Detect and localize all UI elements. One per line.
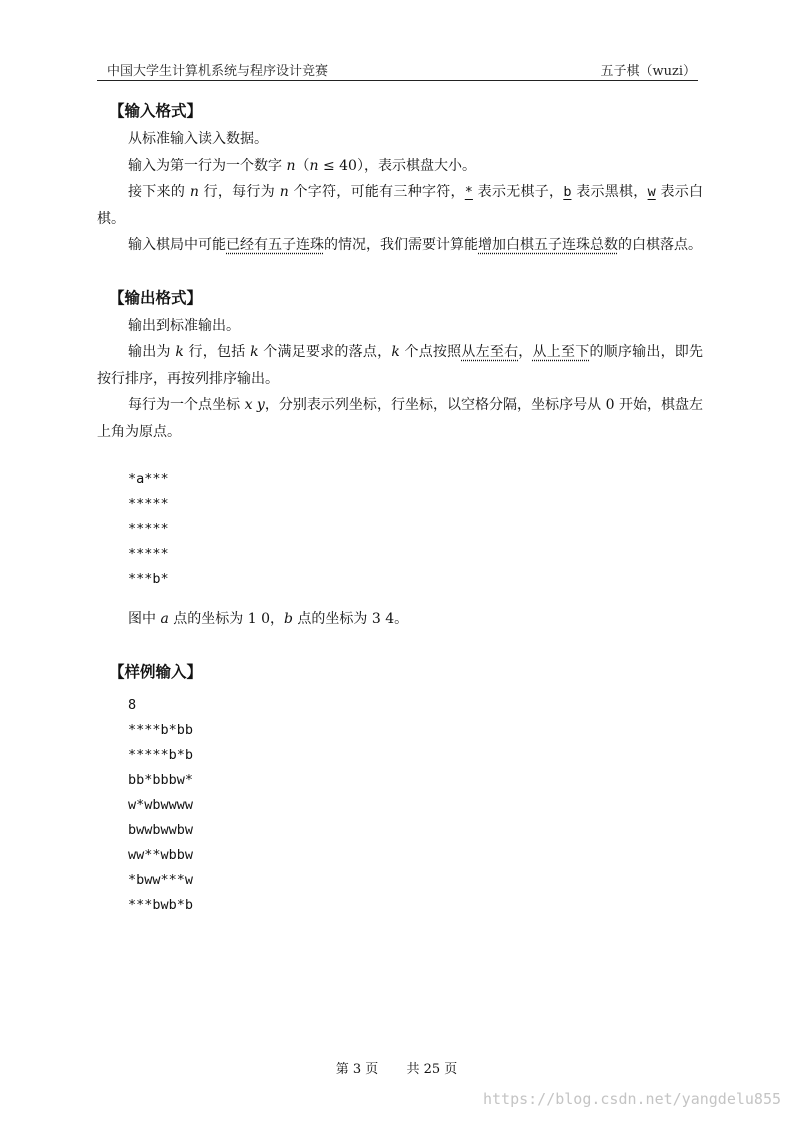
header-problem-name: 五子棋（wuzi） (600, 64, 696, 79)
input-p3-text-b: 行，每行为 (198, 184, 280, 200)
board-row: ***b* (128, 571, 169, 587)
output-p2-text-e: ， (518, 344, 533, 360)
output-p2-text-c: 个满足要求的落点， (258, 344, 392, 360)
input-p4-text-b: 的情况，我们需要计算能 (324, 237, 478, 253)
emphasis-text: 从左至右 (461, 344, 519, 360)
input-p3-text-e: 表示黑棋， (571, 184, 648, 200)
output-p2-text-d: 个点按照 (399, 344, 462, 360)
char-star: * (464, 184, 473, 200)
output-p2-text-f: 的顺序输出，即先按行排序，再按列排序输出。 (97, 344, 704, 387)
output-format-title: 【输出格式】 (109, 288, 203, 307)
sample-line: *****b*b (128, 746, 194, 763)
input-paragraph-4 (97, 232, 703, 259)
input-paragraph-2 (97, 153, 703, 180)
emphasis-text: 已经有五子连珠 (226, 237, 324, 253)
note-text-c: 点的坐标为 3 4。 (292, 611, 409, 627)
input-p2-text-c: ≤ 40），表示棋盘大小。 (318, 157, 476, 174)
output-p3-text-b: ，分别表示列坐标，行坐标，以空格分隔，坐标序号从 0 开始，棋盘左上角为原点。 (97, 397, 704, 440)
board-row: *a*** (128, 471, 169, 487)
var-n: n (279, 184, 289, 200)
input-p3-text-a: 接下来的 (128, 184, 190, 200)
input-p1-text: 从标准输入读入数据。 (128, 131, 268, 147)
total-pages: 共 25 页 (406, 1062, 458, 1077)
output-paragraph-2 (97, 339, 703, 392)
var-a: a (160, 611, 169, 627)
page-footer (0, 1058, 793, 1077)
var-n: n (309, 157, 319, 174)
example-note (97, 606, 703, 633)
sample-line: ww**wbbw (128, 846, 194, 863)
input-paragraph-3 (97, 179, 703, 232)
output-p1-text: 输出到标准输出。 (128, 317, 240, 334)
board-row: ***** (128, 496, 169, 512)
input-format-title: 【输入格式】 (109, 102, 203, 120)
board-row: ***** (128, 546, 169, 562)
emphasis-text: 增加白棋五子连珠总数 (478, 237, 618, 253)
var-n: n (189, 184, 199, 200)
char-b: b (563, 184, 572, 200)
header-contest-name: 中国大学生计算机系统与程序设计竞赛 (107, 64, 329, 79)
var-n: n (286, 157, 296, 174)
output-paragraph-1 (97, 313, 703, 340)
input-p2-text-b: （ (295, 157, 310, 174)
page-number: 第 3 页 (335, 1062, 379, 1077)
var-xy: x y (244, 397, 265, 413)
output-p2-text-a: 输出为 (128, 344, 176, 360)
var-k: k (391, 344, 400, 360)
sample-line: bb*bbbw* (128, 771, 194, 788)
output-paragraph-3 (97, 392, 703, 445)
input-paragraph-1 (97, 126, 703, 153)
input-p3-text-f: 表示白棋。 (97, 184, 704, 227)
output-p3-text-a: 每行为一个点坐标 (128, 397, 245, 413)
sample-input-block (128, 693, 703, 918)
input-p2-text-a: 输入为第一行为一个数字 (128, 157, 287, 174)
emphasis-text: 从上至下 (532, 344, 590, 360)
char-w: w (647, 184, 656, 200)
sample-input-title: 【样例输入】 (109, 662, 203, 681)
input-p3-text-c: 个字符，可能有三种字符， (288, 184, 465, 200)
board-row: ***** (128, 521, 169, 537)
input-p4-text-a: 输入棋局中可能 (128, 237, 226, 253)
var-k: k (250, 344, 259, 360)
watermark-url: https://blog.csdn.net/yangdelu855 (482, 1090, 781, 1108)
example-board (128, 467, 703, 592)
sample-line: bwwbwwbw (128, 821, 194, 838)
page-header (97, 58, 698, 81)
sample-line: 8 (128, 696, 137, 713)
var-b: b (283, 611, 293, 627)
note-text-a: 图中 (128, 611, 161, 627)
page-content (97, 96, 703, 918)
sample-line: *bww***w (128, 871, 194, 888)
note-text-b: 点的坐标为 1 0， (168, 611, 284, 627)
input-p3-text-d: 表示无棋子， (472, 184, 564, 200)
var-k: k (175, 344, 184, 360)
sample-line: w*wbwwww (128, 796, 194, 813)
sample-line: ****b*bb (128, 721, 194, 738)
sample-line: ***bwb*b (128, 896, 194, 913)
input-p4-text-c: 的白棋落点。 (618, 237, 702, 253)
output-p2-text-b: 行，包括 (183, 344, 251, 360)
